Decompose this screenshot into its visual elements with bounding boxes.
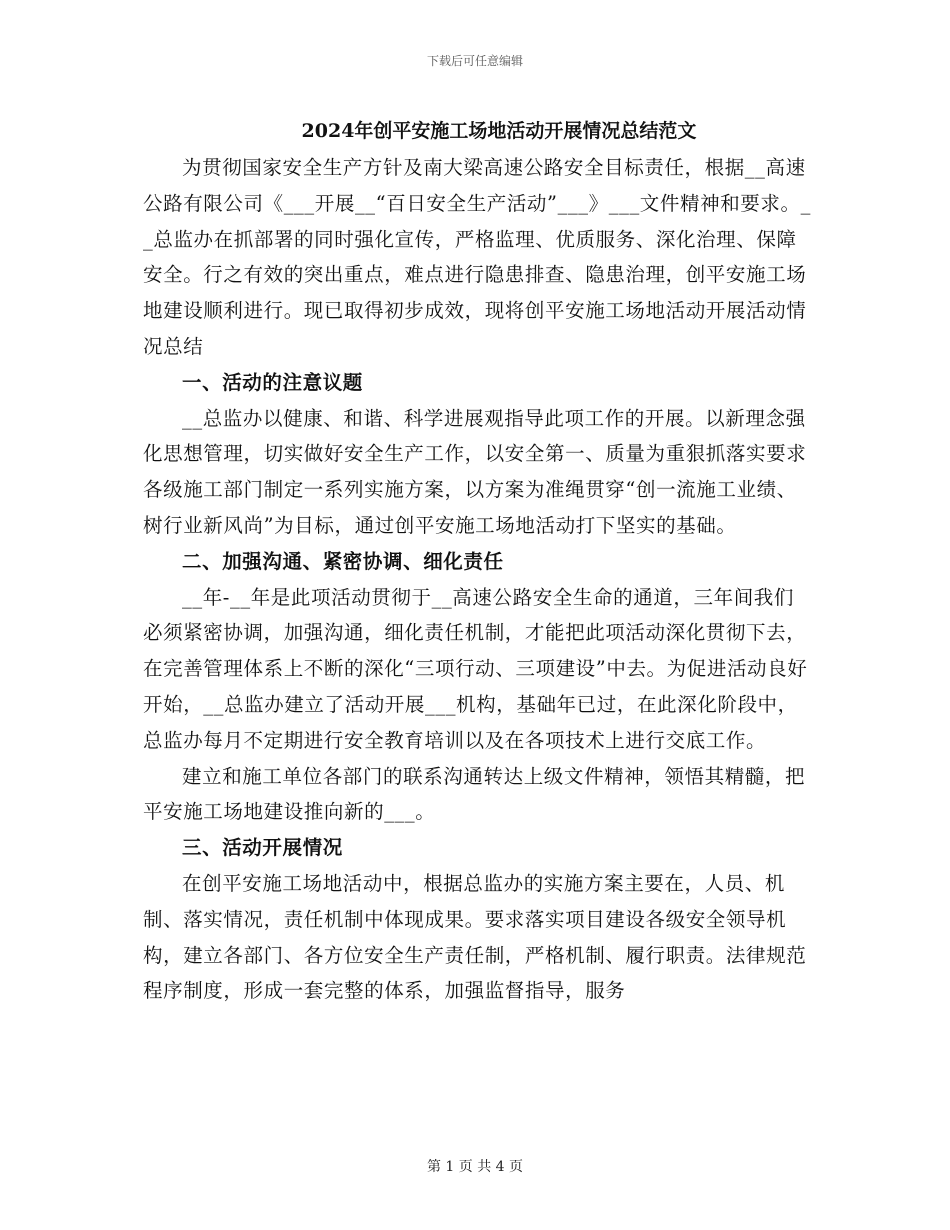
paragraph-intro: 为贯彻国家安全生产方针及南大梁高速公路安全目标责任，根据__高速公路有限公司《___开展__“百日安全生产活动”___》___文件精神和要求。__总监办在抓部署的同时强化宣传，严格监理、优质服务、深化治理、保障安全。行之有效的突出重点，难点进行隐患排查、隐患治理，创平安施工场地建设顺利进行。现已取得初步成效，现将创平安施工场地活动开展活动情况总结 [143,156,811,358]
paragraph-section-2b: 建立和施工单位各部门的联系沟通转达上级文件精神，领悟其精髓，把平安施工场地建设推向新的___。 [143,764,806,824]
document-title: 2024年创平安施工场地活动开展情况总结范文 [301,120,697,142]
header-note: 下载后可任意编辑 [426,54,523,68]
page-footer: 第 1 页 共 4 页 [426,1159,524,1175]
paragraph-section-3: 在创平安施工场地活动中，根据总监办的实施方案主要在，人员、机制、落实情况，责任机制中体现成果。要求落实项目建设各级安全领导机构，建立各部门、各方位安全生产责任制，严格机制、履行职责。法律规范程序制度，形成一套完整的体系，加强监督指导，服务 [143,871,807,1003]
section-heading-2: 二、加强沟通、紧密协调、细化责任 [182,549,504,573]
section-heading-1: 一、活动的注意议题 [182,370,363,394]
paragraph-section-2a: __年-__年是此项活动贯彻于__高速公路安全生命的通道，三年间我们必须紧密协调，加强沟通，细化责任机制，才能把此项活动深化贯彻下去，在完善管理体系上不断的深化“三项行动、三项建设”中去。为促进活动良好开始，__总监办建立了活动开展___机构，基础年已过，在此深化阶段中，总监办每月不定期进行安全教育培训以及在各项技术上进行交底工作。 [143,585,808,752]
document-body [143,150,811,1009]
section-heading-3: 三、活动开展情况 [182,836,343,860]
paragraph-section-1: __总监办以健康、和谐、科学进展观指导此项工作的开展。以新理念强化思想管理，切实做好安全生产工作，以安全第一、质量为重狠抓落实要求各级施工部门制定一系列实施方案，以方案为准绳贯穿“创一流施工业绩、树行业新风尚”为目标，通过创平安施工场地活动打下坚实的基础。 [143,406,807,537]
